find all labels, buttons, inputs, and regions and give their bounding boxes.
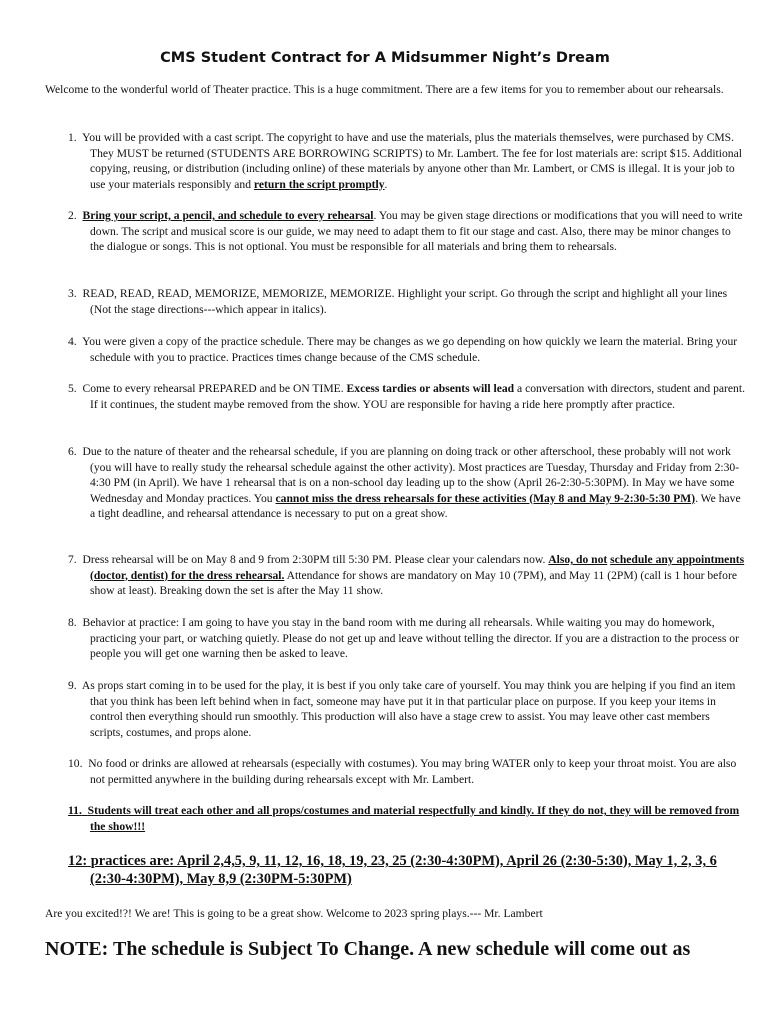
item-emphasis: Bring your script, a pencil, and schedule to every rehearsal (82, 209, 374, 222)
rule-item-6 (68, 444, 745, 522)
item-emphasis: Also, do not (548, 553, 608, 566)
rule-item-4 (68, 334, 745, 365)
item-text: READ, READ, READ, MEMORIZE, MEMORIZE, MEMORIZE. Highlight your script. Go through the script and highlight all your lines (Not the stage directions---which appear in italics). (82, 287, 728, 316)
item-text: You were given a copy of the practice schedule. There may be changes as we go depending on how quickly we learn the material. Bring your schedule with you to practice. Practices times change because of the CMS schedule. (82, 335, 738, 364)
item-text: . You may be given stage directions or modifications that you will need to write down. The script and musical score is our guide, we may need to adapt them to fit our stage and cast. Also, there may be minor changes to the dialogue or songs. This is not optional. You must be responsible for all materials and bring them to rehearsals. (90, 209, 743, 253)
item-number: 12: (68, 853, 88, 869)
item-number: 2. (68, 209, 77, 222)
item-text: Due to the nature of theater and the rehearsal schedule, if you are planning on doing track or other afterschool, these probably will not work (you will have to really study the rehearsal schedule against the other activity). Most practices are Tuesday, Thursday and Friday from 2:30-4:30 PM (in April). We have 1 rehearsal that is on a non-school day leading up to the show (April 26-2:30-5:30PM). In May we have some Wednesday and Monday practices. You (82, 445, 740, 505)
item-text: You will be provided with a cast script. The copyright to have and use the materials, plus the materials themselves, were purchased by CMS. They MUST be returned (STUDENTS ARE BORROWING SCRIPTS) to Mr. Lambert. The fee for lost materials are: script $15. Additional copying, reusing, or distribution (including online) of these materials by anyone other than Mr. Lambert, or CMS is illegal. It is your job to use your materials responsibly and (82, 131, 742, 191)
item-text: Dress rehearsal will be on May 8 and 9 from 2:30PM till 5:30 PM. Please clear your calendars now. (82, 553, 549, 566)
rule-item-7 (68, 552, 745, 599)
item-text: practices are: April 2,4,5, 9, 11, 12, 16, 18, 19, 23, 25 (2:30-4:30PM), April 26 (2:30-5:30), May 1, 2, 3, 6 (2:30-4:30PM), May 8,9 (2:30PM-5:30PM) (90, 853, 717, 887)
item-number: 3. (68, 287, 77, 300)
item-number: 9. (68, 679, 77, 692)
rule-item-1 (68, 130, 745, 192)
practice-schedule (68, 852, 745, 888)
item-text-end: . We have a tight deadline, and rehearsal attendance is necessary to put on a great show. (90, 491, 741, 520)
item-number: 4. (68, 335, 77, 348)
item-text-end: a conversation with directors, student and parent. If it continues, the student maybe removed from the show. YOU are responsible for having a ride here promptly after practice. (90, 382, 745, 411)
item-text: No food or drinks are allowed at rehearsals (especially with costumes). You may bring WATER only to keep your throat moist. You are also not permitted anywhere in the building during rehearsals except with Mr. Lambert. (88, 757, 737, 786)
item-text: As props start coming in to be used for the play, it is best if you only take care of yourself. You may think you are helping if you find an item that you think has been left behind when in fact, someone may have put it in that particular place on purpose. If you keep your items in control then everything should run smoothly. This production will also have a stage crew to assist. You may leave other cast members scripts, costumes, and props alone. (81, 679, 736, 739)
item-number: 5. (68, 382, 77, 395)
schedule-note: NOTE: The schedule is Subject To Change. A new schedule will come out as (45, 938, 691, 960)
rule-item-9 (68, 678, 745, 740)
item-emphasis: Excess tardies or absents will lead (346, 382, 515, 395)
rule-item-8 (68, 615, 745, 662)
item-number: 7. (68, 553, 77, 566)
rule-item-11 (68, 803, 745, 834)
item-number: 10. (68, 757, 83, 770)
item-emphasis: return the script promptly (253, 177, 385, 191)
item-emphasis: cannot miss the dress rehearsals for these activities (May 8 and May 9-2:30-5:30 PM) (275, 491, 696, 505)
item-number: 11. (68, 804, 82, 817)
item-text-end: Attendance for shows are mandatory on May 10 (7PM), and May 11 (2PM) (call is 1 hour before show at least). Breaking down the set is after the May 11 show. (90, 568, 737, 597)
item-number: 8. (68, 616, 77, 629)
rule-item-3 (68, 286, 745, 317)
item-number: 6. (68, 445, 77, 458)
rule-item-5 (68, 381, 745, 412)
item-text: Students will treat each other and all props/costumes and material respectfully and kindly. If they do not, they will be removed from the show!!! (87, 804, 740, 833)
item-number: 1. (68, 131, 77, 144)
item-emphasis-2: schedule any appointments (doctor, dentist) for the dress rehearsal. (90, 553, 745, 582)
item-text: Come to every rehearsal PREPARED and be ON TIME. (82, 382, 347, 395)
rule-item-10 (68, 756, 745, 787)
item-text-end: . (384, 177, 388, 191)
intro-paragraph: Welcome to the wonderful world of Theater practice. This is a huge commitment. There are a few items for you to remember about our rehearsals. (45, 83, 724, 96)
rule-item-2 (68, 208, 745, 255)
closing-line: Are you excited!?! We are! This is going to be a great show. Welcome to 2023 spring plays.--- Mr. Lambert (45, 907, 543, 920)
document-title: CMS Student Contract for A Midsummer Night’s Dream (160, 50, 610, 66)
item-text: Behavior at practice: I am going to have you stay in the band room with me during all rehearsals. While waiting you may do homework, practicing your part, or watching quietly. Please do not get up and leave without telling the director. If you are a distraction to the process or people you will get one warning then be asked to leave. (82, 616, 739, 660)
